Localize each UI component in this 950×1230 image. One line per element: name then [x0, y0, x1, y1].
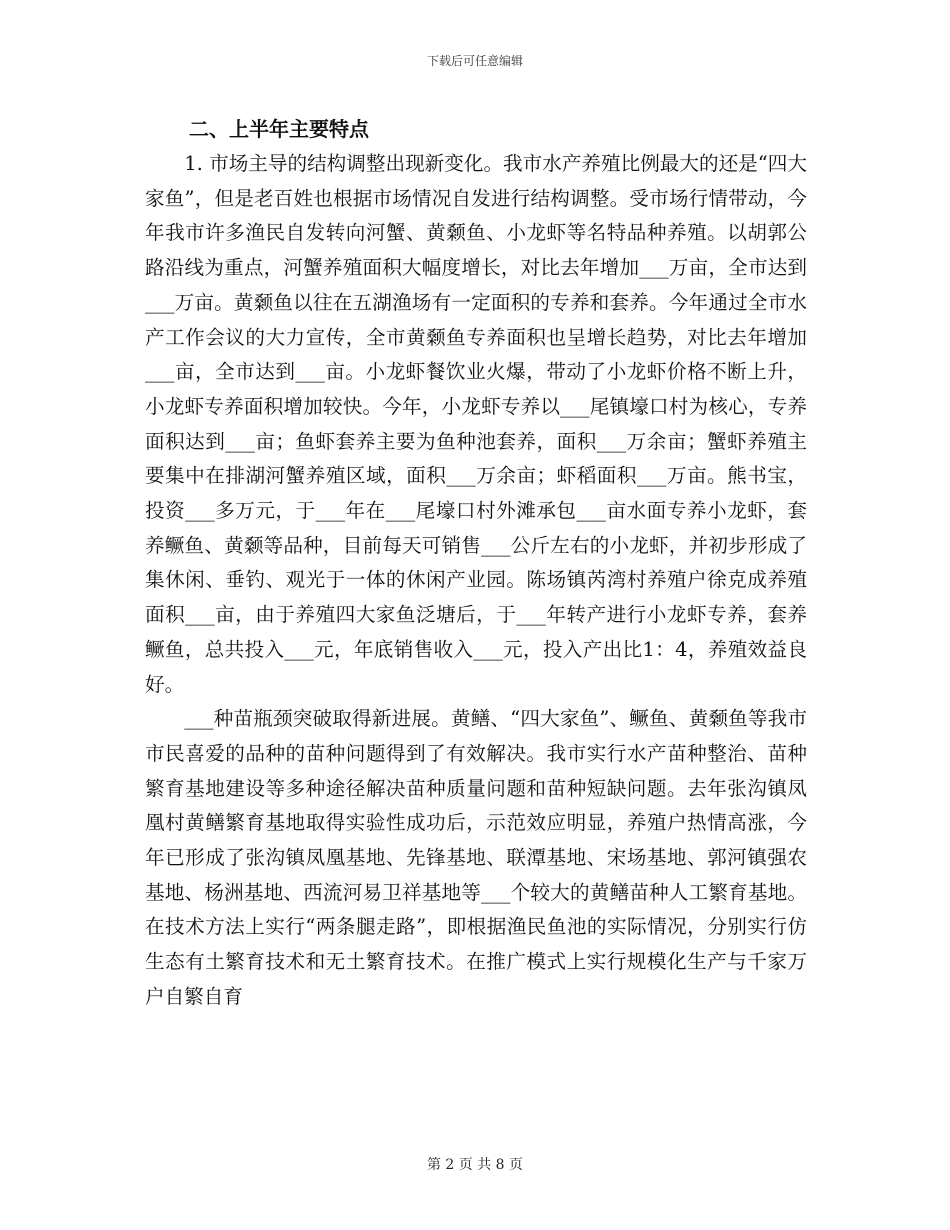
page-number: 第 2 页 共 8 页 — [426, 1157, 524, 1173]
paragraph-market-structure: 1. 市场主导的结构调整出现新变化。我市水产养殖比例最大的还是“四大家鱼”，但是老百姓也根据市场情况自发进行结构调整。受市场行情带动，今年我市许多渔民自发转向河蟹、黄颡鱼、小龙虾等名特品种养殖。以胡郭公路沿线为重点，河蟹养殖面积大幅度增长，对比去年增加___万亩，全市达到___万亩。黄颡鱼以往在五湖渔场有一定面积的专养和套养。今年通过全市水产工作会议的大力宣传，全市黄颡鱼专养面积也呈增长趋势，对比去年增加___亩，全市达到___亩。小龙虾餐饮业火爆，带动了小龙虾价格不断上升，小龙虾专养面积增加较快。今年，小龙虾专养以___尾镇壕口村为核心，专养面积达到___亩；鱼虾套养主要为鱼种池套养，面积___万余亩；蟹虾养殖主要集中在排湖河蟹养殖区域，面积___万余亩；虾稻面积___万亩。熊书宝，投资___多万元，于___年在___尾壕口村外滩承包___亩水面专养小龙虾，套养鳜鱼、黄颡等品种，目前每天可销售___公斤左右的小龙虾，并初步形成了集休闲、垂钓、观光于一体的休闲产业园。陈场镇芮湾村养殖户徐克成养殖面积___亩，由于养殖四大家鱼泛塘后，于___年转产进行小龙虾专养，套养鳜鱼，总共投入___元，年底销售收入___元，投入产出比1：4，养殖效益良好。 — [145, 152, 807, 696]
page-header-note: 下载后可任意编辑 — [426, 54, 523, 68]
paragraph-seedling-breakthrough: ___种苗瓶颈突破取得新进展。黄鳝、“四大家鱼”、鳜鱼、黄颡鱼等我市市民喜爱的品种的苗种问题得到了有效解决。我市实行水产苗种整治、苗种繁育基地建设等多种途径解决苗种质量问题和苗种短缺问题。去年张沟镇凤凰村黄鳝繁育基地取得实验性成功后，示范效应明显，养殖户热情高涨，今年已形成了张沟镇凤凰基地、先锋基地、联潭基地、宋场基地、郭河镇强农基地、杨洲基地、西流河易卫祥基地等___个较大的黄鳝苗种人工繁育基地。在技术方法上实行“两条腿走路”，即根据渔民鱼池的实际情况，分别实行仿生态有土繁育技术和无土繁育技术。在推广模式上实行规模化生产与千家万户自繁自育 — [145, 707, 807, 1008]
document-body — [145, 111, 807, 1015]
section-title: 二、上半年主要特点 — [189, 117, 369, 141]
